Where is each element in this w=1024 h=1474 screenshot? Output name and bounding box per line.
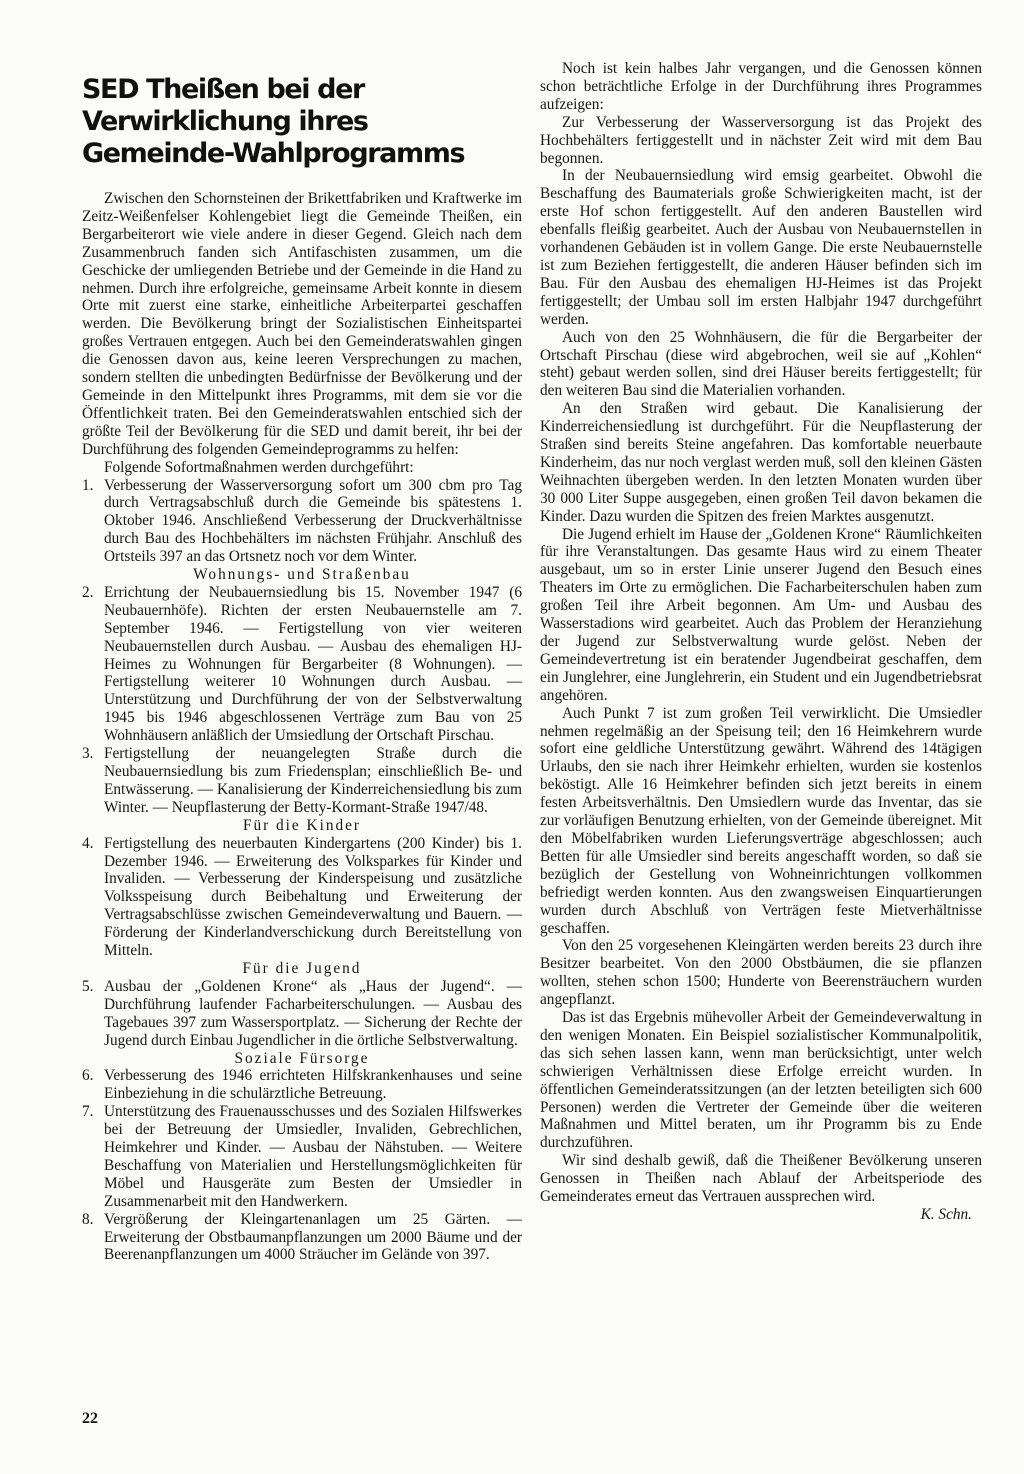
item-text: Fertigstellung des neuerbauten Kindergartens (200 Kinder) bis 1. Dezember 1946. — Erweiterung des Volksparkes für Kinder und Invaliden. — Verbesserung der Kinderspeisung und zusätzliche Volksspeisung durch Beibehaltung und Erweiterung der Vertragsabschlüsse zwischen Gemeindeverwaltung und Bauern. — Förderung der Kinderlandverschickung durch Bereitstellung von Mitteln. [104,834,522,960]
program-item [82,978,522,1050]
item-text: Fertigstellung der neuangelegten Straße durch die Neubauernsiedlung bis zum Friedensplan; einschließlich Be- und Entwässerung. — Kanalisierung der Kinderreichensiedlung bis zum Winter. — Neupflasterung der Betty-Kormant-Straße 1947/48. [104,745,522,816]
program-item [82,1103,522,1210]
body-paragraph: Zur Verbesserung der Wasserversorgung ist das Projekt des Hochbehälters fertiggestellt und in nächster Zeit wird mit dem Bau begonnen. [540,113,982,167]
body-paragraph: Auch von den 25 Wohnhäusern, die für die Bergarbeiter der Ortschaft Pirschau (diese wird abgebrochen, weil sie auf „Kohlen“ steht) gebaut werden sollen, sind drei Häuser bereits fertiggestellt; für den weiteren Bau sind die Materialien vorhanden. [540,328,982,400]
item-number: 5. [82,977,94,995]
item-number: 7. [82,1103,94,1121]
item-number: 1. [82,476,94,494]
program-item [82,584,522,745]
author-signature: K. Schn. [920,1206,972,1223]
item-text: Verbesserung des 1946 errichteten Hilfskrankenhauses und seine Einbeziehung in die schulärztliche Betreuung. [104,1067,522,1103]
article-title: SED Theißen bei der Verwirklichung ihres Gemeinde-Wahlprogramms [82,74,465,169]
item-number: 3. [82,745,94,763]
right-column [540,60,982,1224]
body-paragraph: Noch ist kein halbes Jahr vergangen, und die Genossen können schon beträchtliche Erfolge in der Durchführung ihres Programmes aufzeigen: [540,60,982,113]
program-item [82,477,522,567]
item-number: 4. [82,834,94,852]
page-number: 22 [82,1410,98,1427]
intro-paragraph: Zwischen den Schornsteinen der Brikettfabriken und Kraftwerke im Zeitz-Weißenfelser Kohlengebiet liegt die Gemeinde Theißen, ein Bergarbeiterort wie viele andere in dieser Gegend. Gleich nach dem Zusammenbruch fanden sich Antifaschisten zusammen, um die Geschicke der umliegenden Betriebe und der Gemeinde in die Hand zu nehmen. Durch ihre erfolgreiche, gemeinsame Arbeit konnte in diesem Orte mit zuerst eine starke, einheitliche Arbeiterpartei geschaffen werden. Die Bevölkerung bringt der Sozialistischen Einheitspartei großes Vertrauen entgegen. Auch bei den Gemeinderatswahlen gingen die Genossen davon aus, keine leeren Versprechungen zu machen, sondern stellten die unbedingten Bedürfnisse der Bevölkerung und der Gemeinde in den Mittelpunkt ihres Programms, mit dem sie vor die Öffentlichkeit traten. Bei den Gemeinderatswahlen entschied sich der größte Teil der Bevölkerung für die SED und damit bereit, ihr bei der Durchführung des folgenden Gemeindeprogramms zu helfen: [82,190,522,458]
section-heading: Für die Kinder [242,816,362,834]
item-text: Ausbau der „Goldenen Krone“ als „Haus der Jugend“. — Durchführung laufender Facharbeiterschulungen. — Ausbau des Tagebaues 397 zum Wassersportplatz. — Sicherung der Rechte der Jugend durch Einbau Jugendlicher in die örtliche Selbstverwaltung. [104,977,522,1049]
item-number: 8. [82,1210,94,1228]
item-text: Errichtung der Neubauernsiedlung bis 15. November 1947 (6 Neubauernhöfe). Richten der ersten Neubauernstelle am 7. September 1946. — Fertigstellung von vier weiteren Neubauernstellen durch Ausbau. — Ausbau des ehemaligen HJ-Heimes zu Wohnungen für Bergarbeiter (8 Wohnungen). — Fertigstellung weiterer 10 Wohnungen durch Ausbau. — Unterstützung und Durchführung der von der Selbstverwaltung 1945 bis 1946 abgeschlossenen Verträge zum Bau von 25 Wohnhäusern anläßlich der Umsiedlung der Ortschaft Pirschau. [104,583,522,745]
item-text: Unterstützung des Frauenausschusses und des Sozialen Hilfswerkes bei der Betreuung der Umsiedler, Invaliden, Gebrechlichen, Heimkehrer und Kinder. — Ausbau der Nähstuben. — Weitere Beschaffung von Materialien und Herstellungsmöglichkeiten für Möbel und Hausgeräte zum Besten der Umsiedler in Zusammenarbeit mit den Handwerkern. [104,1103,522,1210]
section-heading: Wohnungs- und Straßenbau [193,566,411,584]
item-text: Verbesserung der Wasserversorgung sofort um 300 cbm pro Tag durch Vertragsabschluß durch die Gemeinde bis spätestens 1. Oktober 1946. Anschließend Verbesserung der Druckverhältnisse durch Bau des Hochbehälters im nächsten Frühjahr. Anschluß des Ortsteils 397 an das Ortsnetz noch vor dem Winter. [104,476,522,566]
item-number: 2. [82,583,94,601]
intro-paragraph: Folgende Sofortmaßnahmen werden durchgeführt: [104,458,414,476]
program-item [82,745,522,817]
left-column [82,62,522,1264]
program-item [82,1067,522,1103]
section-heading: Soziale Fürsorge [234,1049,370,1067]
body-paragraph: Von den 25 vorgesehenen Kleingärten werden bereits 23 durch ihre Besitzer bearbeitet. Von den 2000 Obstbäumen, die sie pflanzen wollten, stehen schon 1500; Hunderte von Beerensträuchern wurden angepflanzt. [540,937,982,1009]
section-heading: Für die Jugend [242,959,362,977]
body-paragraph: An den Straßen wird gebaut. Die Kanalisierung der Kinderreichensiedlung ist durchgeführt. Für die Neupflasterung der Straßen sind bereits Steine angefahren. Das komfortable neuerbaute Kinderheim, das nur noch verglast werden muß, soll den kleinen Gästen Weihnachten übergeben werden. In den letzten Monaten wurden über 30 000 Liter Suppe ausgegeben, einen großen Teil davon bekamen die Kinder. Dazu wurden die Spitzen des freien Marktes ausgenutzt. [540,400,982,525]
body-paragraph: Die Jugend erhielt im Hause der „Goldenen Krone“ Räumlichkeiten für ihre Veranstaltungen. Das gesamte Haus wird zu einem Theater ausgebaut, um so in erster Linie unserer Jugend den Besuch eines Theaters im Orte zu ermöglichen. Die Facharbeiterschulen haben zum großen Teil ihre Arbeit begonnen. Am Um- und Ausbau des Wasserstadions wird gearbeitet. Auch das Problem der Heranziehung der Jugend zur Selbstverwaltung wurde gelöst. Neben der Gemeindevertretung ist ein beratender Jugendbeirat geschaffen, dem ein Junglehrer, eine Junglehrerin, ein Student und ein Jugendbetriebsrat angehören. [540,525,982,704]
item-number: 6. [82,1067,94,1085]
body-paragraph: In der Neubauernsiedlung wird emsig gearbeitet. Obwohl die Beschaffung des Baumaterials große Schwierigkeiten macht, ist der erste Hof schon fertiggestellt. Auf den anderen Baustellen wird ebenfalls fleißig gearbeitet. Auch der Ausbau von Neubauernstellen in vorhandenen Gebäuden ist in vollem Gange. Die erste Neubauernstelle ist zum Beziehen fertiggestellt, die anderen Häuser befinden sich im Bau. Für den Ausbau des ehemaligen HJ-Heimes ist das Projekt fertiggestellt; der Umbau soll im ersten Halbjahr 1947 durchgeführt werden. [540,167,982,328]
program-item [82,1211,522,1265]
body-paragraph: Auch Punkt 7 ist zum großen Teil verwirklicht. Die Umsiedler nehmen regelmäßig an der Speisung teil; den 16 Heimkehrern wurde sofort eine geldliche Unterstützung gewährt. Während des 14tägigen Urlaubs, den sie nach ihrer Heimkehr erhielten, wurden sie kostenlos beköstigt. Alle 16 Heimkehrer befinden sich jetzt bereits in einem festen Arbeitsverhältnis. Den Umsiedlern wurde das Inventar, das sie zur vorläufigen Benutzung erhielten, von der Gemeinde übereignet. Mit den Möbelfabriken wurden Lieferungsverträge abgeschlossen; auch Betten für alle Umsiedler sind bereits angeschafft worden, so daß sie bezüglich der Gestellung von Wohneinrichtungen vollkommen befriedigt werden konnten. Aus den zwangsweisen Einquartierungen wurden durch Abschluß von Verträgen feste Mietverhältnisse geschaffen. [540,704,982,937]
program-item [82,835,522,960]
body-paragraph: Das ist das Ergebnis mühevoller Arbeit der Gemeindeverwaltung in den wenigen Monaten. Ein Beispiel sozialistischer Kommunalpolitik, das sich sehen lassen kann, wenn man berücksichtigt, unter welch schwierigen Verhältnissen diese Erfolge erreicht wurden. In öffentlichen Gemeinderatssitzungen (an der letzten beteiligten sich 600 Personen) werden die Vertreter der Gemeinde über die weiteren Maßnahmen und Mittel beraten, um ihr Programm bis zu Ende durchzuführen. [540,1009,982,1152]
body-paragraph: Wir sind deshalb gewiß, daß die Theißener Bevölkerung unseren Genossen in Theißen nach Ablauf der Arbeitsperiode des Gemeinderates erneut das Vertrauen aussprechen wird. [540,1152,982,1206]
item-text: Vergrößerung der Kleingartenanlagen um 25 Gärten. — Erweiterung der Obstbaumanpflanzungen um 2000 Bäume und der Beerenanpflanzungen um 4000 Sträucher im Gelände von 397. [104,1210,522,1264]
